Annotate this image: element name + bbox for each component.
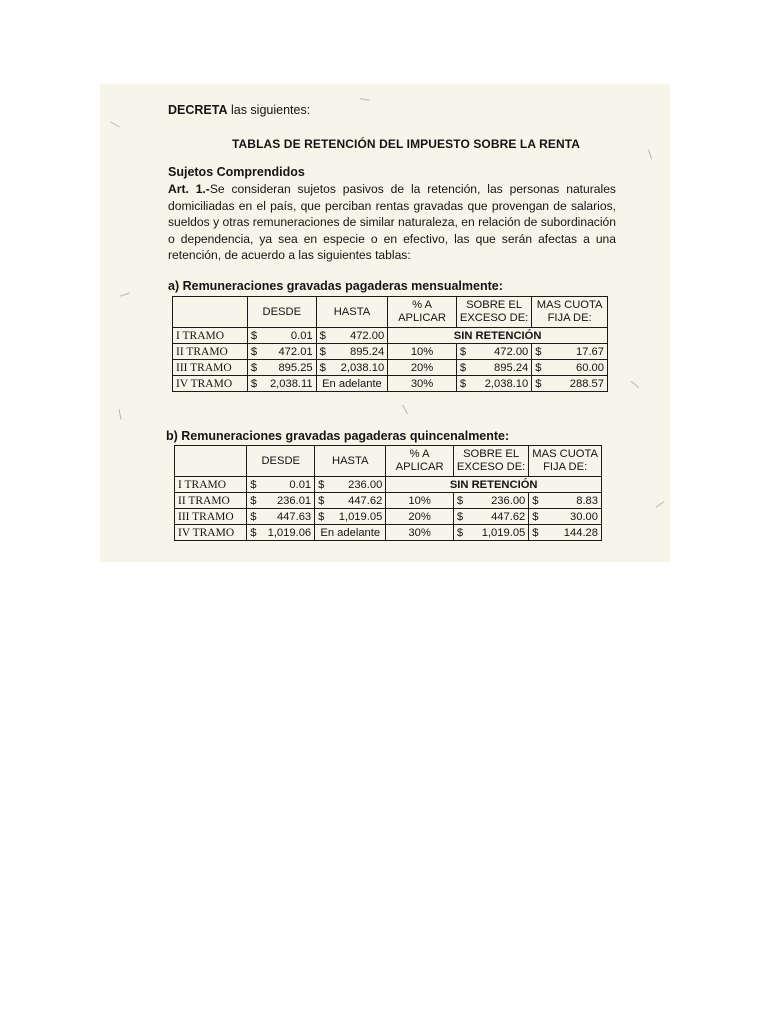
section-subtitle: Sujetos Comprendidos [168,165,305,179]
table-row: II TRAMO $ 236.01 $ 447.62 10% $ 236.00 $ 8.83 [175,493,602,509]
document-title: TABLAS DE RETENCIÓN DEL IMPUESTO SOBRE LA RENTA [232,137,581,151]
table-row: III TRAMO $ 895.25 $ 2,038.10 20% $ 895.24 $ 60.00 [173,360,608,376]
table-row: IV TRAMO $ 1,019.06 En adelante 30% $ 1,019.05 $ 144.28 [175,525,602,541]
header-sobre: SOBRE EL EXCESO DE: [456,297,531,328]
header-desde: DESDE [247,297,316,328]
header-pct: % A APLICAR [388,297,457,328]
article-text: Se consideran sujetos pasivos de la retención, las personas naturales domiciliadas en el país, que perciban rentas gravadas que provengan de salarios, sueldos y otras remuneraciones de similar naturaleza, en relación de subordinación o dependencia, ya sea en especie o en efectivo, las que serán afectas a una retención, de acuerdo a las siguientes tablas: [168,182,616,263]
header-hasta: HASTA [315,446,386,477]
table-row: I TRAMO $ 0.01 $ 236.00 SIN RETENCIÓN [175,477,602,493]
table-row: III TRAMO $ 447.63 $ 1,019.05 20% $ 447.62 $ 30.00 [175,509,602,525]
header-cuota: MAS CUOTA FIJA DE: [532,297,608,328]
header-cuota: MAS CUOTA FIJA DE: [529,446,602,477]
table-header-row [175,446,602,477]
header-empty [173,297,248,328]
decreta-rest: las siguientes: [227,103,311,117]
table-row: I TRAMO $ 0.01 $ 472.00 SIN RETENCIÓN [173,328,608,344]
table-a-heading: a) Remuneraciones gravadas pagaderas mensualmente: [168,279,503,293]
header-desde: DESDE [247,446,315,477]
sin-retencion: SIN RETENCIÓN [386,477,602,493]
article-label: Art. 1.- [168,182,210,196]
header-sobre: SOBRE EL EXCESO DE: [453,446,528,477]
table-biweekly [174,445,602,541]
sin-retencion: SIN RETENCIÓN [388,328,608,344]
header-hasta: HASTA [316,297,388,328]
table-b-heading: b) Remuneraciones gravadas pagaderas quincenalmente: [166,429,510,443]
article-paragraph [168,181,616,264]
decreta-bold: DECRETA [168,103,228,117]
table-row: II TRAMO $ 472.01 $ 895.24 10% $ 472.00 $ 17.67 [173,344,608,360]
header-pct: % A APLICAR [386,446,454,477]
table-header-row [173,297,608,328]
decreta-line [168,103,310,117]
header-empty [175,446,247,477]
table-monthly [172,296,608,392]
table-row: IV TRAMO $ 2,038.11 En adelante 30% $ 2,038.10 $ 288.57 [173,376,608,392]
